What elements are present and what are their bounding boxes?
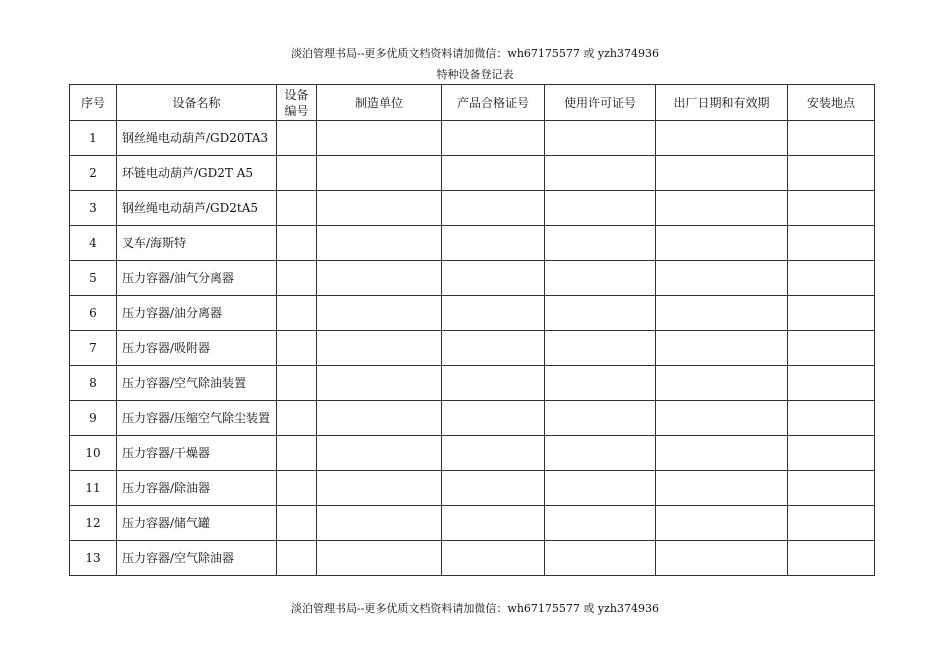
row-number: 11 — [70, 471, 117, 506]
header-row — [70, 85, 875, 121]
license-cell — [545, 331, 656, 366]
equipment-name: 压力容器/除油器 — [117, 471, 277, 506]
row-number: 6 — [70, 296, 117, 331]
row-number: 13 — [70, 541, 117, 576]
dates-cell — [656, 156, 788, 191]
equipment-name: 压力容器/吸附器 — [117, 331, 277, 366]
equipment-name: 钢丝绳电动葫芦/GD20TA3 — [117, 121, 277, 156]
certificate-cell — [442, 471, 545, 506]
manufacturer-cell — [317, 401, 442, 436]
table-row — [70, 541, 875, 576]
manufacturer-cell — [317, 506, 442, 541]
dates-cell — [656, 401, 788, 436]
equipment-code-cell — [277, 191, 317, 226]
table-row — [70, 191, 875, 226]
col-header-license: 使用许可证号 — [545, 85, 656, 121]
equipment-code-cell — [277, 401, 317, 436]
certificate-cell — [442, 401, 545, 436]
manufacturer-cell — [317, 541, 442, 576]
location-cell — [788, 261, 875, 296]
row-number: 9 — [70, 401, 117, 436]
table-row — [70, 296, 875, 331]
row-number: 8 — [70, 366, 117, 401]
certificate-cell — [442, 436, 545, 471]
location-cell — [788, 226, 875, 261]
row-number: 12 — [70, 506, 117, 541]
equipment-name: 叉车/海斯特 — [117, 226, 277, 261]
table-row — [70, 436, 875, 471]
location-cell — [788, 471, 875, 506]
location-cell — [788, 121, 875, 156]
manufacturer-cell — [317, 331, 442, 366]
location-cell — [788, 401, 875, 436]
equipment-name: 压力容器/空气除油器 — [117, 541, 277, 576]
table-row — [70, 366, 875, 401]
col-header-certificate: 产品合格证号 — [442, 85, 545, 121]
certificate-cell — [442, 226, 545, 261]
license-cell — [545, 226, 656, 261]
equipment-register-table — [69, 84, 875, 576]
equipment-code-cell — [277, 331, 317, 366]
equipment-name: 压力容器/干燥器 — [117, 436, 277, 471]
certificate-cell — [442, 541, 545, 576]
location-cell — [788, 541, 875, 576]
certificate-cell — [442, 191, 545, 226]
license-cell — [545, 191, 656, 226]
col-header-code: 设备编号 — [277, 85, 317, 121]
certificate-cell — [442, 156, 545, 191]
table-row — [70, 401, 875, 436]
row-number: 4 — [70, 226, 117, 261]
equipment-code-cell — [277, 436, 317, 471]
location-cell — [788, 366, 875, 401]
certificate-cell — [442, 121, 545, 156]
col-header-dates: 出厂日期和有效期 — [656, 85, 788, 121]
dates-cell — [656, 331, 788, 366]
dates-cell — [656, 191, 788, 226]
dates-cell — [656, 436, 788, 471]
table-row — [70, 121, 875, 156]
equipment-code-cell — [277, 366, 317, 401]
license-cell — [545, 366, 656, 401]
row-number: 2 — [70, 156, 117, 191]
table-title: 特种设备登记表 — [436, 68, 514, 81]
header-note: 淡泊管理书局--更多优质文档资料请加微信：wh67175577 或 yzh374936 — [291, 47, 659, 60]
location-cell — [788, 331, 875, 366]
col-header-no: 序号 — [70, 85, 117, 121]
license-cell — [545, 541, 656, 576]
equipment-name: 压力容器/储气罐 — [117, 506, 277, 541]
row-number: 7 — [70, 331, 117, 366]
license-cell — [545, 436, 656, 471]
col-header-manufacturer: 制造单位 — [317, 85, 442, 121]
equipment-code-cell — [277, 226, 317, 261]
row-number: 10 — [70, 436, 117, 471]
equipment-code-cell — [277, 506, 317, 541]
equipment-name: 压力容器/油分离器 — [117, 296, 277, 331]
certificate-cell — [442, 331, 545, 366]
equipment-code-cell — [277, 471, 317, 506]
certificate-cell — [442, 506, 545, 541]
certificate-cell — [442, 296, 545, 331]
license-cell — [545, 156, 656, 191]
manufacturer-cell — [317, 366, 442, 401]
license-cell — [545, 261, 656, 296]
location-cell — [788, 156, 875, 191]
certificate-cell — [442, 366, 545, 401]
equipment-name: 压力容器/油气分离器 — [117, 261, 277, 296]
license-cell — [545, 506, 656, 541]
row-number: 1 — [70, 121, 117, 156]
equipment-name: 压力容器/压缩空气除尘装置 — [117, 401, 277, 436]
location-cell — [788, 436, 875, 471]
table-row — [70, 226, 875, 261]
license-cell — [545, 471, 656, 506]
manufacturer-cell — [317, 471, 442, 506]
row-number: 5 — [70, 261, 117, 296]
dates-cell — [656, 296, 788, 331]
manufacturer-cell — [317, 226, 442, 261]
footer-note: 淡泊管理书局--更多优质文档资料请加微信：wh67175577 或 yzh374936 — [291, 602, 659, 615]
manufacturer-cell — [317, 296, 442, 331]
equipment-code-cell — [277, 156, 317, 191]
license-cell — [545, 121, 656, 156]
manufacturer-cell — [317, 156, 442, 191]
location-cell — [788, 191, 875, 226]
table-row — [70, 506, 875, 541]
certificate-cell — [442, 261, 545, 296]
dates-cell — [656, 366, 788, 401]
manufacturer-cell — [317, 121, 442, 156]
equipment-name: 钢丝绳电动葫芦/GD2tA5 — [117, 191, 277, 226]
dates-cell — [656, 226, 788, 261]
dates-cell — [656, 261, 788, 296]
license-cell — [545, 296, 656, 331]
table-row — [70, 471, 875, 506]
equipment-name: 压力容器/空气除油装置 — [117, 366, 277, 401]
manufacturer-cell — [317, 191, 442, 226]
dates-cell — [656, 121, 788, 156]
equipment-code-cell — [277, 296, 317, 331]
dates-cell — [656, 541, 788, 576]
location-cell — [788, 296, 875, 331]
equipment-name: 环链电动葫芦/GD2T A5 — [117, 156, 277, 191]
table-row — [70, 156, 875, 191]
manufacturer-cell — [317, 436, 442, 471]
col-header-location: 安装地点 — [788, 85, 875, 121]
dates-cell — [656, 471, 788, 506]
dates-cell — [656, 506, 788, 541]
license-cell — [545, 401, 656, 436]
equipment-code-cell — [277, 261, 317, 296]
equipment-code-cell — [277, 121, 317, 156]
manufacturer-cell — [317, 261, 442, 296]
col-header-name: 设备名称 — [117, 85, 277, 121]
row-number: 3 — [70, 191, 117, 226]
table-row — [70, 261, 875, 296]
equipment-code-cell — [277, 541, 317, 576]
table-row — [70, 331, 875, 366]
location-cell — [788, 506, 875, 541]
